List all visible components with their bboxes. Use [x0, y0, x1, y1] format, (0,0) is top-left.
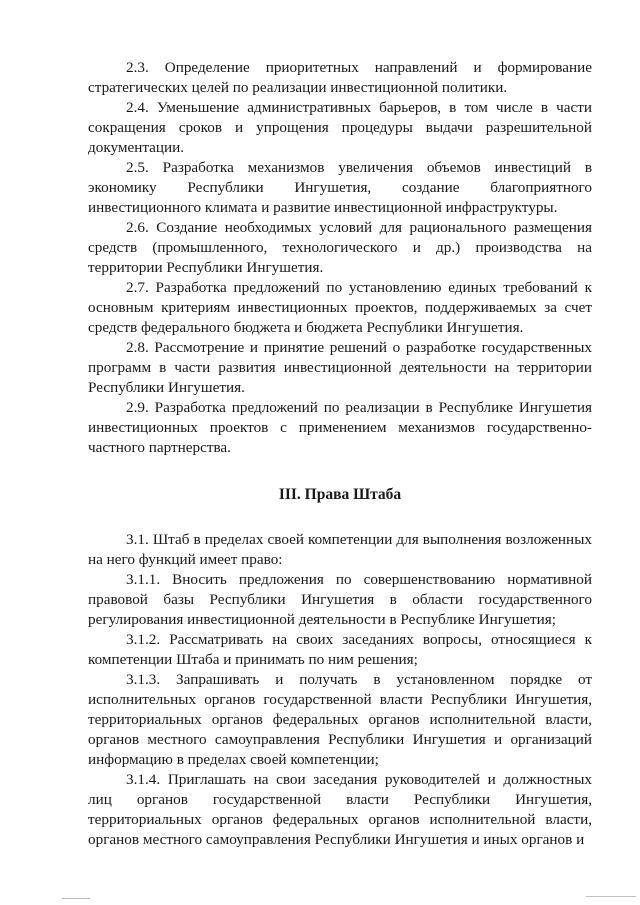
scan-artifact-line [62, 898, 90, 899]
section-heading: III. Права Штаба [278, 486, 402, 503]
paragraph-2-5: 2.5. Разработка механизмов увеличения объемов инвестиций в экономику Республики Ингушетия, создание благоприятного инвестиционного климата и развитие инвестиционной инфраструктуры. [88, 159, 592, 216]
paragraph-3-1-1: 3.1.1. Вносить предложения по совершенствованию нормативной правовой базы Республики Ингушетия в области государственного регулирования инвестиционной деятельности в Республике Ингушетия; [88, 571, 592, 628]
paragraph-2-3: 2.3. Определение приоритетных направлений и формирование стратегических целей по реализации инвестиционной политики. [88, 59, 592, 96]
paragraph-2-8: 2.8. Рассмотрение и принятие решений о разработке государственных программ в части развития инвестиционной деятельности на территории Республики Ингушетия. [88, 339, 592, 396]
paragraph-2-7: 2.7. Разработка предложений по установлению единых требований к основным критериям инвестиционных проектов, поддерживаемых за счет средств федерального бюджета и бюджета Республики Ингушетия. [88, 279, 592, 336]
scan-artifact-line [586, 896, 636, 897]
paragraph-3-1-4: 3.1.4. Приглашать на свои заседания руководителей и должностных лиц органов государственной власти Республики Ингушетия, территориальных органов федеральных органов исполнительной власти, органов местного самоуправления Республики Ингушетия и иных органов и [88, 771, 592, 848]
paragraph-2-6: 2.6. Создание необходимых условий для рационального размещения средств (промышленного, технологического и др.) производства на территории Республики Ингушетия. [88, 219, 592, 276]
paragraph-3-1-3: 3.1.3. Запрашивать и получать в установленном порядке от исполнительных органов государственной власти Республики Ингушетия, территориальных органов федеральных органов исполнительной власти, органов местного самоуправления Республики Ингушетия и организаций информацию в пределах своей компетенции; [88, 671, 592, 768]
document-page [88, 58, 592, 850]
paragraph-3-1: 3.1. Штаб в пределах своей компетенции для выполнения возложенных на него функций имеет право: [88, 531, 592, 568]
paragraph-2-4: 2.4. Уменьшение административных барьеров, в том числе в части сокращения сроков и упрощения процедуры выдачи разрешительной документации. [88, 99, 592, 156]
paragraph-3-1-2: 3.1.2. Рассматривать на своих заседаниях вопросы, относящиеся к компетенции Штаба и принимать по ним решения; [88, 631, 592, 668]
paragraph-2-9: 2.9. Разработка предложений по реализации в Республике Ингушетия инвестиционных проектов с применением механизмов государственно-частного партнерства. [88, 399, 592, 456]
